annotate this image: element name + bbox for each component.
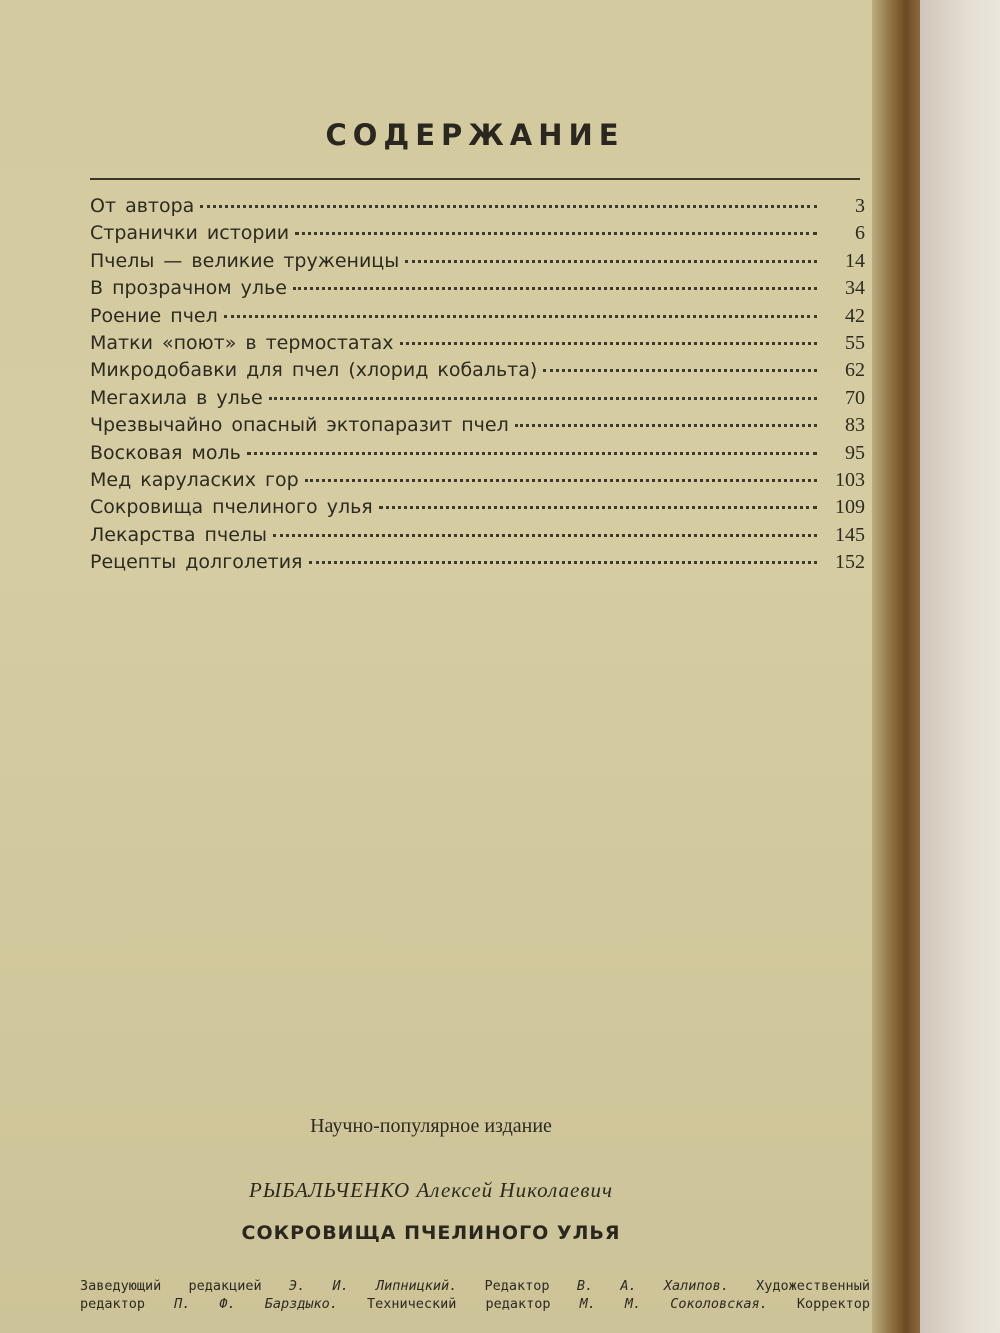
toc-entry-title: Восковая моль xyxy=(90,441,241,464)
toc-entry-page: 103 xyxy=(835,468,865,491)
toc-leader-dots xyxy=(224,315,817,318)
toc-leader-dots xyxy=(200,205,817,208)
toc-entry xyxy=(90,277,865,304)
toc-leader-dots xyxy=(247,452,817,455)
credits-role: редактор xyxy=(80,1296,146,1312)
toc-entry-page: 55 xyxy=(845,331,865,354)
toc-entry-page: 152 xyxy=(835,551,865,574)
toc-entry-page: 3 xyxy=(855,195,865,217)
credits-person: Э. И. Липницкий. xyxy=(288,1278,458,1294)
toc-entry-title: Странички истории xyxy=(90,222,290,245)
toc-entry-page: 70 xyxy=(845,386,865,409)
toc-entry xyxy=(90,222,865,249)
toc-entry-page: 62 xyxy=(845,359,865,382)
edition-type: Научно-популярное издание xyxy=(310,1115,552,1137)
credits-line xyxy=(80,1277,870,1295)
toc-entry xyxy=(90,387,865,414)
toc-leader-dots xyxy=(305,479,817,482)
toc-entry xyxy=(90,551,865,578)
credits-role: Технический редактор xyxy=(366,1296,551,1312)
credits-person: В. А. Халипов. xyxy=(576,1278,729,1294)
toc-entry xyxy=(90,332,865,359)
toc-leader-dots xyxy=(405,260,817,263)
toc-entry-page: 14 xyxy=(845,249,865,272)
toc-entry xyxy=(90,359,865,386)
credits-role: Заведующий редакцией xyxy=(80,1278,262,1294)
toc-entry xyxy=(90,195,865,222)
credits-person: М. М. Соколовская. xyxy=(579,1296,768,1312)
toc-heading: СОДЕРЖАНИЕ xyxy=(325,118,625,152)
toc-entry-title: Матки «поют» в термостатах xyxy=(90,331,394,354)
credits-line xyxy=(80,1295,870,1313)
toc-entry-page: 145 xyxy=(835,523,865,546)
toc-entry-page: 42 xyxy=(845,304,865,327)
toc-entry xyxy=(90,469,865,496)
toc-entry-title: Сокровища пчелиного улья xyxy=(90,496,373,519)
toc-entry-page: 95 xyxy=(845,441,865,464)
credits-role: Корректор xyxy=(796,1296,870,1312)
toc-entry-page: 34 xyxy=(845,277,865,300)
credits-role: Редактор xyxy=(484,1278,550,1294)
toc-leader-dots xyxy=(269,397,817,400)
toc-leader-dots xyxy=(309,561,818,564)
toc-entry-title: В прозрачном улье xyxy=(90,277,287,300)
toc-leader-dots xyxy=(543,369,817,372)
credits-person: П. Ф. Барздыко. xyxy=(174,1296,338,1312)
toc-entry-title: Мед каруласких гор xyxy=(90,468,299,491)
toc-leader-dots xyxy=(515,424,817,427)
toc-leader-dots xyxy=(295,232,817,235)
toc-entry-title: Рецепты долголетия xyxy=(90,551,303,574)
toc-divider xyxy=(90,178,860,180)
book-title: СОКРОВИЩА ПЧЕЛИНОГО УЛЬЯ xyxy=(241,1222,621,1244)
toc-entry xyxy=(90,250,865,277)
toc-entry xyxy=(90,442,865,469)
toc-entry-title: Чрезвычайно опасный эктопаразит пчел xyxy=(90,414,509,437)
toc-entry-title: Мегахила в улье xyxy=(90,386,263,409)
toc-entry xyxy=(90,496,865,523)
author-name: РЫБАЛЬЧЕНКО Алексей Николаевич xyxy=(249,1178,613,1202)
toc-leader-dots xyxy=(400,342,818,345)
toc-entry-page: 83 xyxy=(845,414,865,437)
toc-entry xyxy=(90,414,865,441)
credits-role: Художественный xyxy=(756,1278,870,1294)
toc-entry-title: Роение пчел xyxy=(90,304,218,327)
toc-entry-page: 6 xyxy=(855,222,865,245)
table-of-contents xyxy=(90,195,865,578)
toc-leader-dots xyxy=(379,506,817,509)
toc-entry-title: От автора xyxy=(90,195,195,217)
toc-entry xyxy=(90,305,865,332)
toc-entry-title: Пчелы — великие труженицы xyxy=(90,249,400,272)
toc-entry xyxy=(90,524,865,551)
toc-leader-dots xyxy=(273,534,817,537)
toc-leader-dots xyxy=(293,287,817,290)
credits-block xyxy=(80,1277,870,1313)
background-surface xyxy=(920,0,1000,1333)
toc-entry-title: Лекарства пчелы xyxy=(90,523,268,546)
toc-entry-title: Микродобавки для пчел (хлорид кобальта) xyxy=(90,359,538,382)
toc-entry-page: 109 xyxy=(835,496,865,519)
